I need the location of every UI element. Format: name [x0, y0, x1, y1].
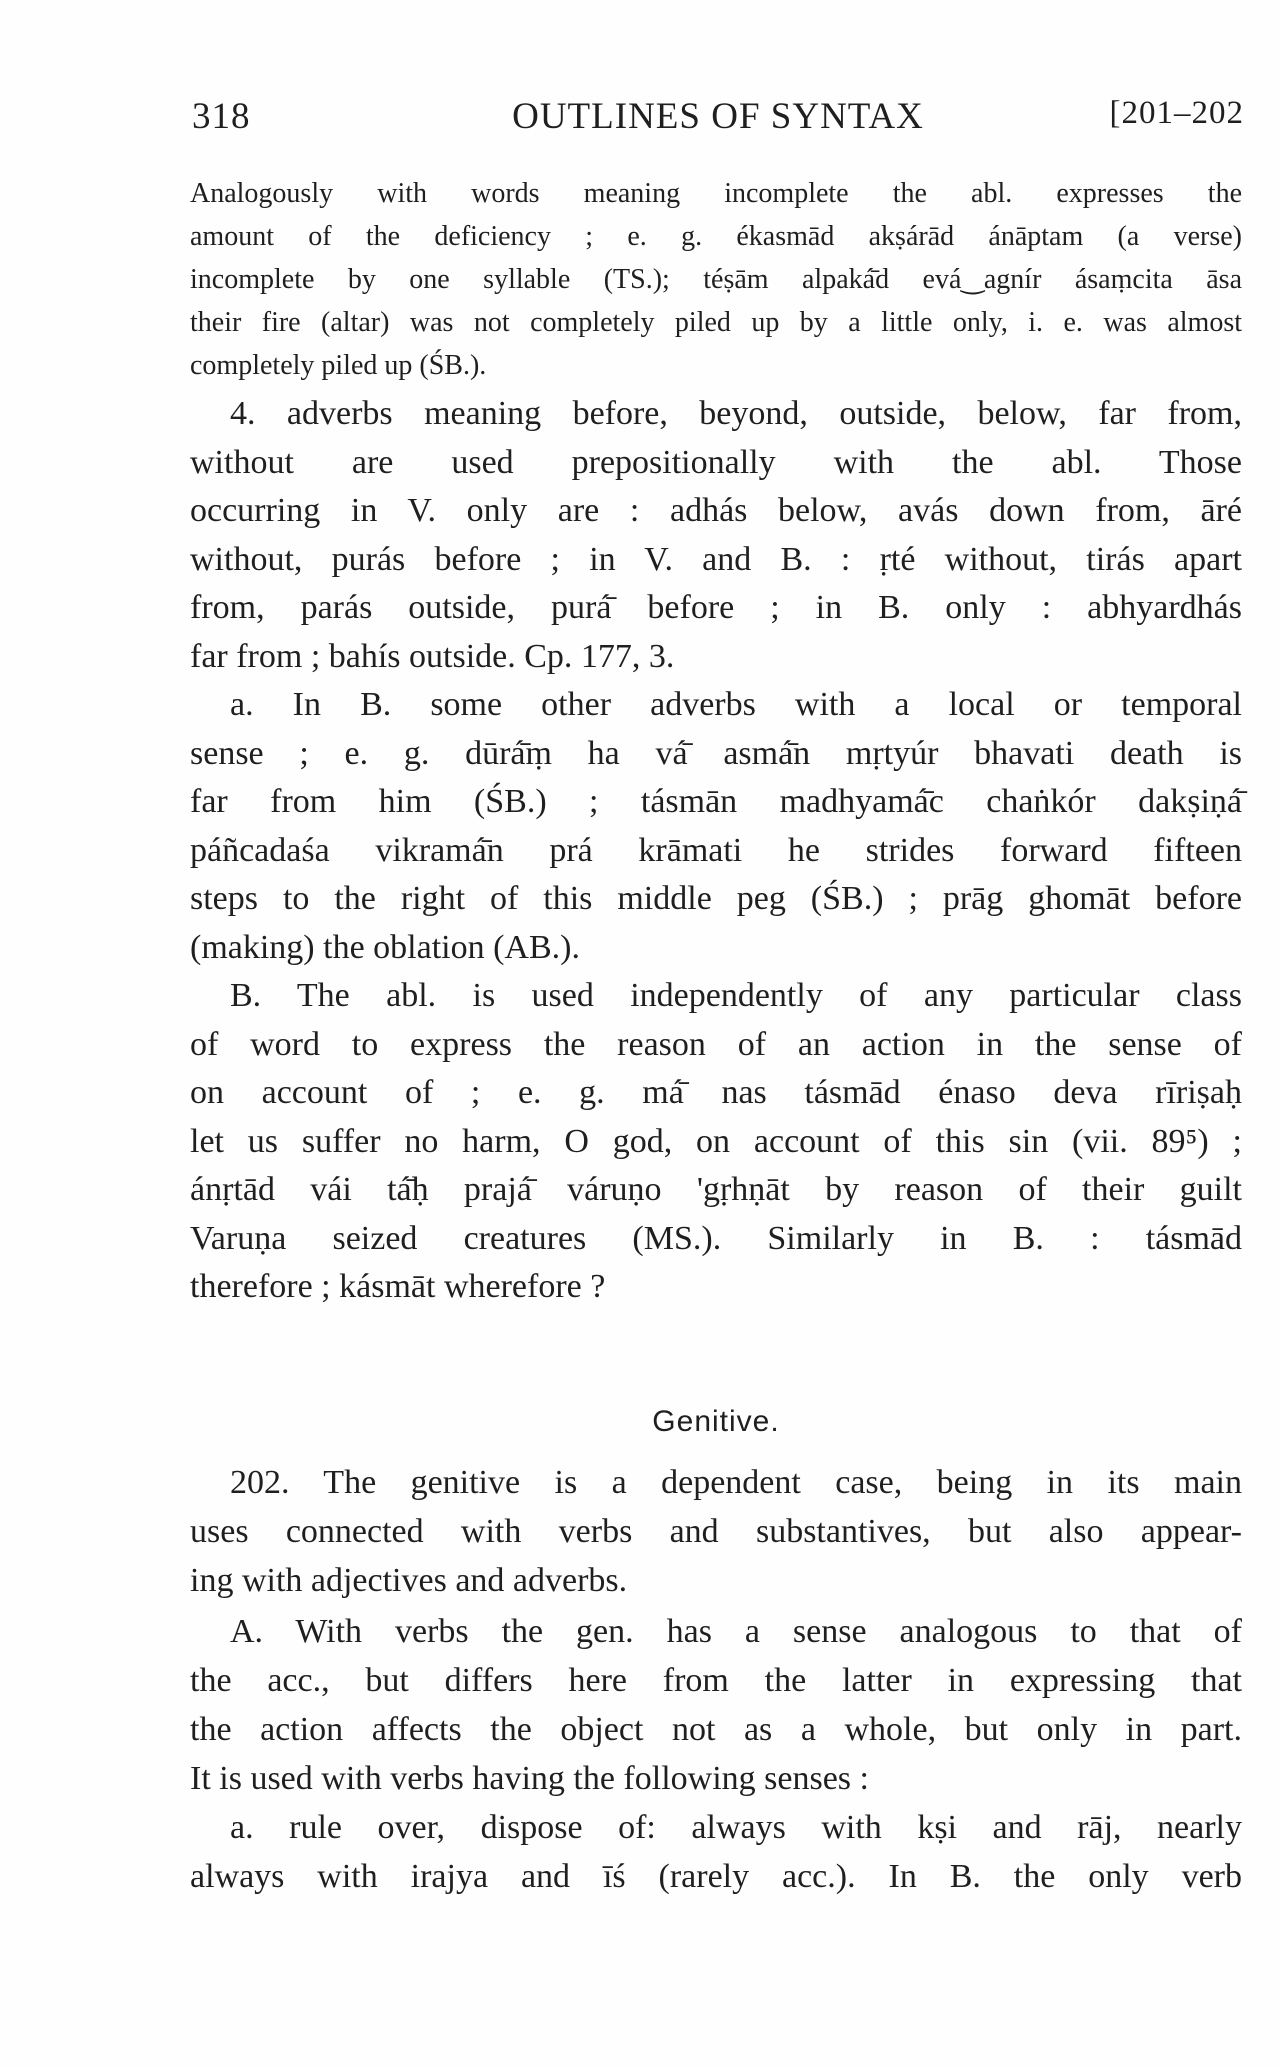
text-line: the action affects the object not as a whole, but only in part.: [190, 1711, 1242, 1748]
text-line: Analogously with words meaning incomplete the abl. expresses the: [190, 178, 1242, 209]
text-line: amount of the deficiency ; e. g. ékasmād akṣárād ánāptam (a verse): [190, 221, 1242, 252]
text-line: sense ; e. g. dūrá̄ṃ ha vá̄ asmá̄n mṛtyúr bhavati death is: [190, 734, 1242, 772]
text-line: ing with adjectives and adverbs.: [190, 1562, 628, 1599]
text-line: a. rule over, dispose of: always with kṣi and rāj, nearly: [230, 1809, 1242, 1846]
text-line: 4. adverbs meaning before, beyond, outside, below, far from,: [230, 395, 1242, 432]
page-number: 318: [192, 96, 251, 137]
text-line: therefore ; kásmāt wherefore ?: [190, 1268, 606, 1305]
text-line: without, purás before ; in V. and B. : ṛté without, tirás apart: [190, 540, 1242, 578]
text-line: B. The abl. is used independently of any particular class: [230, 977, 1242, 1014]
text-line: on account of ; e. g. má̄ nas tásmād énaso deva rīriṣaḥ: [190, 1074, 1242, 1111]
text-line: Varuṇa seized creatures (MS.). Similarly in B. : tásmād: [190, 1219, 1242, 1257]
text-line: without are used prepositionally with the abl. Those: [190, 443, 1242, 481]
text-line: their fire (altar) was not completely piled up by a little only, i. e. was almost: [190, 307, 1242, 338]
text-line: a. In B. some other adverbs with a local or temporal: [230, 686, 1242, 723]
text-line: páñcadaśa vikramá̄n prá krāmati he strides forward fifteen: [190, 831, 1242, 869]
text-line: incomplete by one syllable (TS.); téṣām alpaká̄d evá‿agnír ásaṃcita āsa: [190, 264, 1242, 295]
paragraph-4-adverbs: [190, 390, 1242, 681]
text-line: ánṛtād vái tá̄ḥ prajá̄ váruṇo 'gṛhṇāt by reason of their guilt: [190, 1171, 1242, 1208]
running-title: OUTLINES OF SYNTAX: [512, 96, 924, 137]
text-line: It is used with verbs having the following senses :: [190, 1760, 869, 1797]
text-line: far from him (ŚB.) ; tásmān madhyamá̄c chaṅkór dakṣiṇá̄: [190, 783, 1242, 820]
text-line: of word to express the reason of an action in the sense of: [190, 1025, 1242, 1063]
text-line: let us suffer no harm, O god, on account of this sin (vii. 89⁵) ;: [190, 1122, 1242, 1160]
text-line: always with irajya and īś (rarely acc.). In B. the only verb: [190, 1858, 1242, 1895]
section-range: [201–202: [1109, 95, 1244, 131]
section-heading: Genitive.: [652, 1405, 780, 1438]
text-line: occurring in V. only are : adhás below, avás down from, āré: [190, 492, 1242, 529]
text-line: the acc., but differs here from the latter in expressing that: [190, 1662, 1242, 1699]
paragraph-B-reason: [190, 972, 1242, 1312]
text-line: steps to the right of this middle peg (ŚB.) ; prāg ghomāt before: [190, 880, 1242, 917]
text-line: uses connected with verbs and substantives, but also appear-: [190, 1513, 1242, 1550]
paragraph-4a: [190, 681, 1242, 972]
text-line: 202. The genitive is a dependent case, being in its main: [230, 1464, 1242, 1501]
text-line: completely piled up (ŚB.).: [190, 350, 487, 381]
running-header: [192, 95, 1244, 145]
text-line: from, parás outside, purá̄ before ; in B. only : abhyardhás: [190, 589, 1242, 626]
paragraph-analogously: [190, 172, 1242, 387]
text-line: A. With verbs the gen. has a sense analogous to that of: [230, 1613, 1242, 1650]
text-line: (making) the oblation (AB.).: [190, 928, 580, 966]
text-line: far from ; bahís outside. Cp. 177, 3.: [190, 637, 675, 675]
paragraph-202: [190, 1458, 1242, 1605]
paragraph-A-verbs: [190, 1607, 1242, 1901]
